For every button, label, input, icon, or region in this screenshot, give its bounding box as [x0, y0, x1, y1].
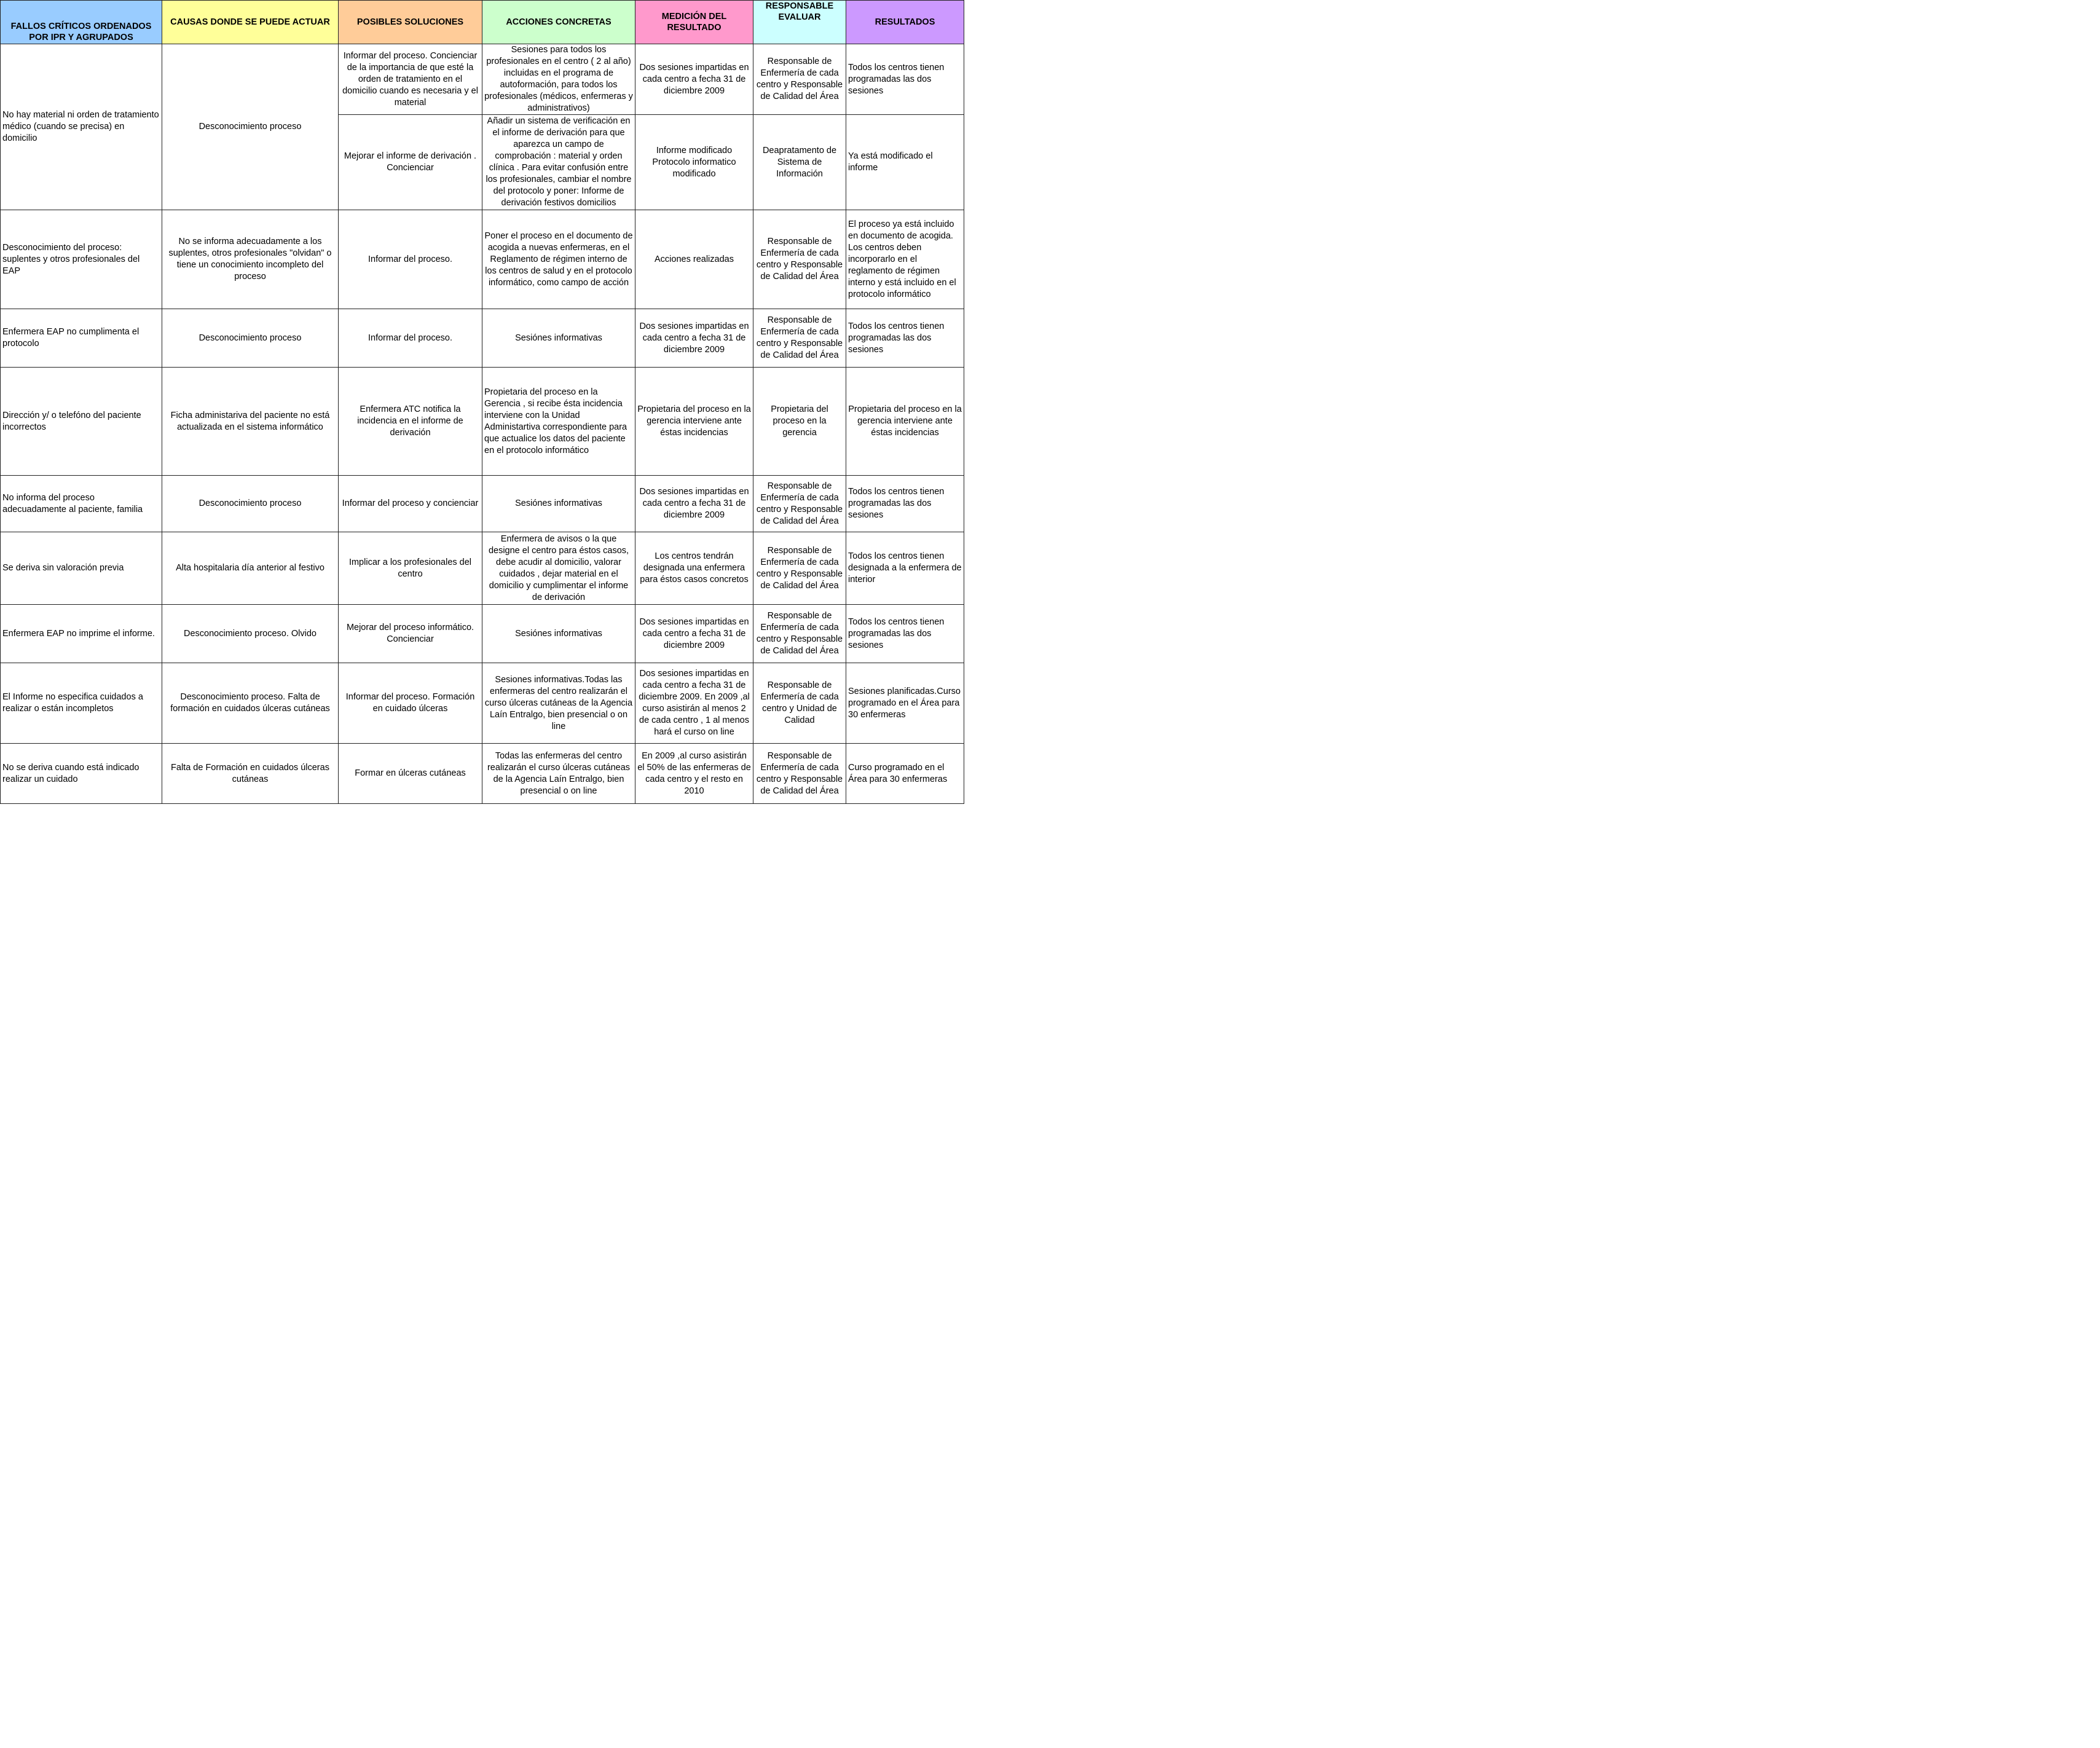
resultado-cell: Propietaria del proceso en la gerencia interviene ante éstas incidencias	[846, 368, 964, 476]
causa-cell: Desconocimiento proceso	[162, 476, 339, 532]
causa-cell: Desconocimiento proceso. Falta de formación en cuidados úlceras cutáneas	[162, 663, 339, 744]
table-row	[1, 744, 964, 804]
medicion-cell: Los centros tendrán designada una enfermera para éstos casos concretos	[635, 532, 753, 605]
solucion-cell: Enfermera ATC notifica la incidencia en el informe de derivación	[339, 368, 482, 476]
medicion-cell: En 2009 ,al curso asistirán el 50% de las enfermeras de cada centro y el resto en 2010	[635, 744, 753, 804]
causa-cell: Desconocimiento proceso. Olvido	[162, 605, 339, 663]
fallo-cell: El Informe no especifica cuidados a realizar o están incompletos	[1, 663, 162, 744]
table-row	[1, 44, 964, 115]
fallo-cell: Se deriva sin valoración previa	[1, 532, 162, 605]
accion-cell: Añadir un sistema de verificación en el informe de derivación para que aparezca un campo de comprobación : material y orden clínica . Para evitar confusión entre los profesionales, cambiar el nombre del protocolo y poner: Informe de derivación festivos domicilios	[482, 115, 635, 210]
solucion-cell: Informar del proceso. Concienciar de la importancia de que esté la orden de tratamiento en el domicilio cuando es necesaria y el material	[339, 44, 482, 115]
responsable-cell: Responsable de Enfermería de cada centro y Responsable de Calidad del Área	[753, 532, 846, 605]
responsable-cell: Responsable de Enfermería de cada centro y Unidad de Calidad	[753, 663, 846, 744]
accion-cell: Todas las enfermeras del centro realizarán el curso úlceras cutáneas de la Agencia Laín Entralgo, bien presencial o on line	[482, 744, 635, 804]
medicion-cell: Propietaria del proceso en la gerencia interviene ante éstas incidencias	[635, 368, 753, 476]
fallo-cell: No informa del proceso adecuadamente al paciente, familia	[1, 476, 162, 532]
solucion-cell: Informar del proceso.	[339, 210, 482, 309]
quality-action-table	[0, 0, 964, 804]
resultado-cell: El proceso ya está incluido en documento de acogida. Los centros deben incorporarlo en el reglamento de régimen interno y está incluido en el protocolo informático	[846, 210, 964, 309]
accion-cell: Sesiónes informativas	[482, 309, 635, 368]
table-row	[1, 476, 964, 532]
solucion-cell: Mejorar del proceso informático. Concienciar	[339, 605, 482, 663]
responsable-cell: Responsable de Enfermería de cada centro y Responsable de Calidad del Área	[753, 210, 846, 309]
table-row	[1, 368, 964, 476]
causa-cell: Desconocimiento proceso	[162, 309, 339, 368]
header-responsable: RESPONSABLE EVALUAR	[753, 1, 846, 44]
header-soluciones: POSIBLES SOLUCIONES	[339, 1, 482, 44]
causa-cell: Alta hospitalaria día anterior al festivo	[162, 532, 339, 605]
medicion-cell: Dos sesiones impartidas en cada centro a fecha 31 de diciembre 2009	[635, 605, 753, 663]
causa-cell: Ficha administariva del paciente no está actualizada en el sistema informático	[162, 368, 339, 476]
causa-cell: Falta de Formación en cuidados úlceras cutáneas	[162, 744, 339, 804]
responsable-cell: Responsable de Enfermería de cada centro y Responsable de Calidad del Área	[753, 309, 846, 368]
resultado-cell: Sesiones planificadas.Curso programado en el Área para 30 enfermeras	[846, 663, 964, 744]
header-acciones: ACCIONES CONCRETAS	[482, 1, 635, 44]
solucion-cell: Informar del proceso.	[339, 309, 482, 368]
accion-cell: Sesiones para todos los profesionales en el centro ( 2 al año) incluidas en el programa de autoformación, para todos los profesionales (médicos, enfermeras y administrativos)	[482, 44, 635, 115]
medicion-cell: Informe modificado Protocolo informatico modificado	[635, 115, 753, 210]
fallo-cell: Desconocimiento del proceso: suplentes y otros profesionales del EAP	[1, 210, 162, 309]
solucion-cell: Informar del proceso. Formación en cuidado úlceras	[339, 663, 482, 744]
table-row	[1, 605, 964, 663]
fallo-cell: Dirección y/ o telefóno del paciente incorrectos	[1, 368, 162, 476]
table-row	[1, 309, 964, 368]
solucion-cell: Informar del proceso y concienciar	[339, 476, 482, 532]
solucion-cell: Mejorar el informe de derivación . Concienciar	[339, 115, 482, 210]
fallo-cell: No se deriva cuando está indicado realizar un cuidado	[1, 744, 162, 804]
table-row	[1, 532, 964, 605]
resultado-cell: Curso programado en el Área para 30 enfermeras	[846, 744, 964, 804]
resultado-cell: Todos los centros tienen programadas las dos sesiones	[846, 44, 964, 115]
solucion-cell: Formar en úlceras cutáneas	[339, 744, 482, 804]
fallo-cell: Enfermera EAP no cumplimenta el protocolo	[1, 309, 162, 368]
accion-cell: Sesiónes informativas	[482, 476, 635, 532]
causa-cell: Desconocimiento proceso	[162, 44, 339, 210]
resultado-cell: Todos los centros tienen programadas las dos sesiones	[846, 309, 964, 368]
responsable-cell: Responsable de Enfermería de cada centro y Responsable de Calidad del Área	[753, 605, 846, 663]
medicion-cell: Dos sesiones impartidas en cada centro a fecha 31 de diciembre 2009	[635, 476, 753, 532]
responsable-cell: Responsable de Enfermería de cada centro y Responsable de Calidad del Área	[753, 476, 846, 532]
accion-cell: Sesiones informativas.Todas las enfermeras del centro realizarán el curso úlceras cutáneas de la Agencia Laín Entralgo, bien presencial o on line	[482, 663, 635, 744]
accion-cell: Enfermera de avisos o la que designe el centro para éstos casos, debe acudir al domicilio, valorar cuidados , dejar material en el domicilio y cumplimentar el informe de derivación	[482, 532, 635, 605]
header-row	[1, 1, 964, 44]
resultado-cell: Todos los centros tienen programadas las dos sesiones	[846, 476, 964, 532]
medicion-cell: Dos sesiones impartidas en cada centro a fecha 31 de diciembre 2009	[635, 44, 753, 115]
fallo-cell: No hay material ni orden de tratamiento médico (cuando se precisa) en domicilio	[1, 44, 162, 210]
responsable-cell: Propietaria del proceso en la gerencia	[753, 368, 846, 476]
accion-cell: Sesiónes informativas	[482, 605, 635, 663]
header-fallos: FALLOS CRÍTICOS ORDENADOS POR IPR Y AGRUPADOS	[1, 1, 162, 44]
responsable-cell: Responsable de Enfermería de cada centro y Responsable de Calidad del Área	[753, 744, 846, 804]
solucion-cell: Implicar a los profesionales del centro	[339, 532, 482, 605]
responsable-cell: Deapratamento de Sistema de Información	[753, 115, 846, 210]
resultado-cell: Todos los centros tienen designada a la enfermera de interior	[846, 532, 964, 605]
header-medicion: MEDICIÓN DEL RESULTADO	[635, 1, 753, 44]
medicion-cell: Dos sesiones impartidas en cada centro a fecha 31 de diciembre 2009. En 2009 ,al curso asistirán al menos 2 de cada centro , 1 al menos hará el curso on line	[635, 663, 753, 744]
table-row	[1, 210, 964, 309]
accion-cell: Propietaria del proceso en la Gerencia , si recibe ésta incidencia interviene con la Unidad Administartiva correspondiente para que actualice los datos del paciente en el protocolo informático	[482, 368, 635, 476]
table-row	[1, 663, 964, 744]
medicion-cell: Acciones realizadas	[635, 210, 753, 309]
medicion-cell: Dos sesiones impartidas en cada centro a fecha 31 de diciembre 2009	[635, 309, 753, 368]
causa-cell: No se informa adecuadamente a los suplentes, otros profesionales "olvidan" o tiene un conocimiento incompleto del proceso	[162, 210, 339, 309]
responsable-cell: Responsable de Enfermería de cada centro y Responsable de Calidad del Área	[753, 44, 846, 115]
resultado-cell: Ya está modificado el informe	[846, 115, 964, 210]
header-resultados: RESULTADOS	[846, 1, 964, 44]
resultado-cell: Todos los centros tienen programadas las dos sesiones	[846, 605, 964, 663]
header-causas: CAUSAS DONDE SE PUEDE ACTUAR	[162, 1, 339, 44]
fallo-cell: Enfermera EAP no imprime el informe.	[1, 605, 162, 663]
accion-cell: Poner el proceso en el documento de acogida a nuevas enfermeras, en el Reglamento de régimen interno de los centros de salud y en el protocolo informático, como campo de acción	[482, 210, 635, 309]
